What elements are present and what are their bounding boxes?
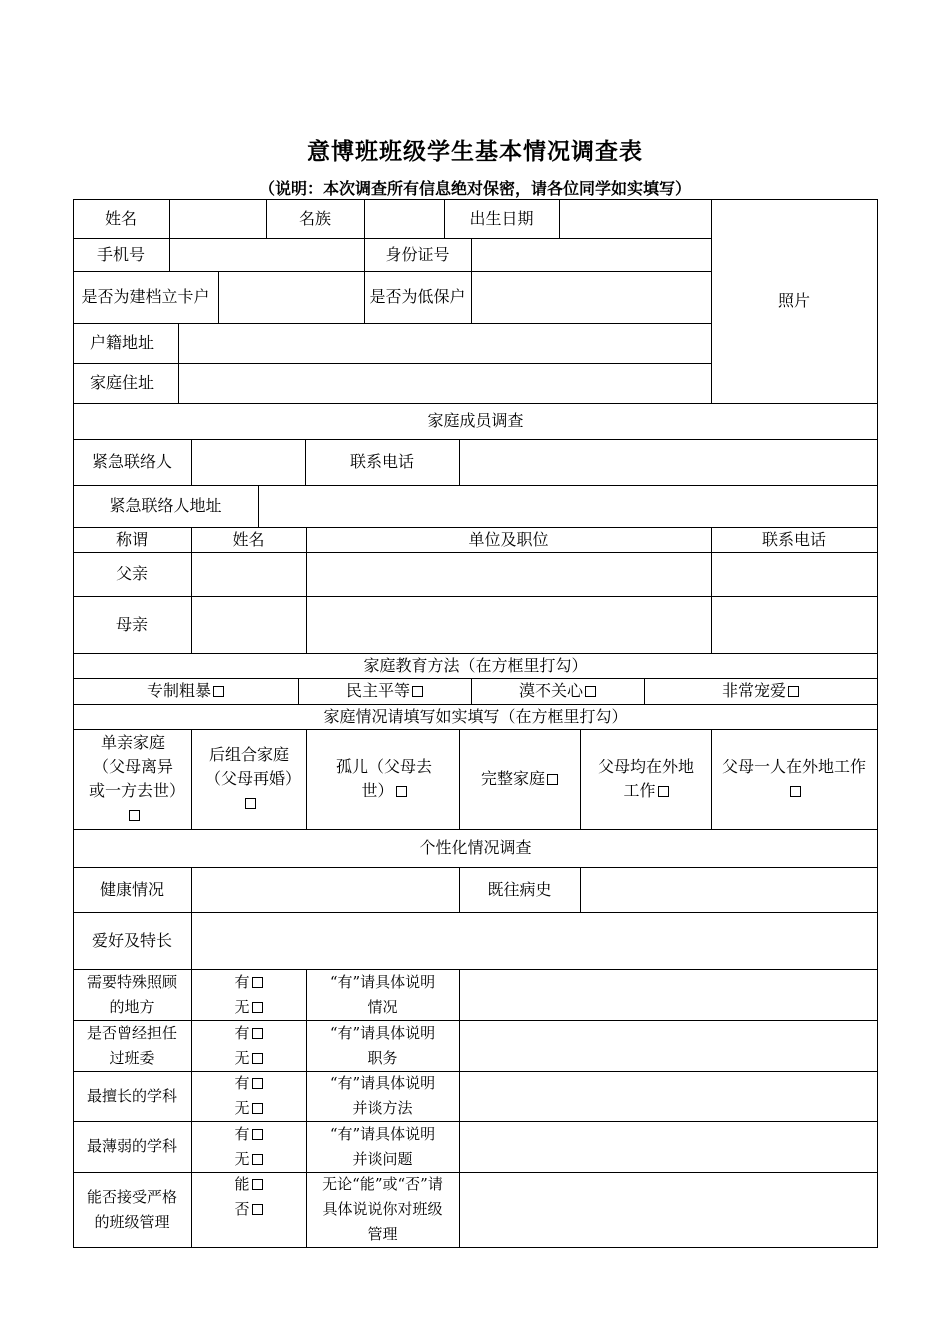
checkbox-icon[interactable]	[252, 1154, 263, 1165]
id-number-field[interactable]	[471, 238, 711, 271]
choice-label: 无	[234, 1099, 250, 1117]
header-phone: 联系电话	[761, 529, 826, 549]
choice-yes[interactable]	[234, 1172, 262, 1197]
best-subject-label	[83, 1071, 181, 1121]
poverty-card-field[interactable]	[218, 271, 364, 323]
choice-label: 否	[234, 1200, 250, 1218]
education-method-title: 家庭教育方法（在方框里打勾）	[363, 655, 588, 675]
medical-history-label: 既往病史	[487, 879, 552, 899]
name-label: 姓名	[104, 208, 137, 228]
checkbox-icon[interactable]	[252, 1179, 263, 1190]
registered-address-field[interactable]	[178, 323, 711, 363]
strict-management-choice[interactable]	[191, 1172, 306, 1222]
medical-history-field[interactable]	[580, 867, 877, 912]
choice-label: 无	[234, 997, 250, 1016]
hobbies-label: 爱好及特长	[91, 930, 172, 950]
row-label: 能否接受严格的班级管理	[86, 1187, 177, 1231]
checkbox-icon[interactable]	[252, 977, 263, 988]
class-committee-label	[83, 1020, 181, 1071]
health-label: 健康情况	[99, 879, 164, 899]
strict-management-note: 无论“能”或“否”请具体说说你对班级管理	[322, 1175, 443, 1243]
father-phone-field[interactable]	[711, 552, 877, 596]
rule	[580, 729, 581, 829]
contact-phone-label: 联系电话	[349, 452, 414, 471]
class-committee-choice[interactable]	[191, 1020, 306, 1071]
row-label: 是否曾经担任过班委	[86, 1023, 177, 1067]
choice-no[interactable]	[234, 1197, 262, 1222]
rule	[191, 729, 192, 829]
option-label: 专制粗暴	[146, 681, 211, 700]
phone-label: 手机号	[96, 244, 145, 264]
weakest-subject-field[interactable]	[459, 1121, 877, 1172]
birth-date-field[interactable]	[559, 199, 711, 238]
checkbox-icon[interactable]	[585, 686, 596, 697]
survey-form	[73, 199, 878, 1248]
father-workplace-field[interactable]	[306, 552, 711, 596]
checkbox-icon[interactable]	[658, 786, 669, 797]
contact-phone-field[interactable]	[459, 439, 877, 485]
checkbox-icon[interactable]	[213, 686, 224, 697]
situation-option-orphan[interactable]	[322, 729, 446, 829]
rule	[711, 729, 712, 829]
row-label: 需要特殊照顾的地方	[86, 972, 177, 1016]
ethnicity-label: 名族	[298, 208, 331, 228]
choice-yes[interactable]	[234, 1071, 262, 1096]
situation-option-single-parent[interactable]	[81, 729, 185, 829]
situation-option-complete[interactable]	[459, 729, 580, 829]
header-name: 姓名	[232, 529, 265, 549]
special-care-note: “有”请具体说明情况	[329, 972, 436, 1016]
border-bottom	[73, 1247, 878, 1248]
checkbox-icon[interactable]	[252, 1129, 263, 1140]
choice-yes[interactable]	[234, 970, 262, 995]
choice-no[interactable]	[234, 1096, 262, 1121]
checkbox-icon[interactable]	[788, 686, 799, 697]
special-care-choice[interactable]	[191, 969, 306, 1020]
option-label: 父母均在外地工作	[597, 757, 694, 800]
registered-address-label: 户籍地址	[90, 333, 155, 352]
birth-date-label: 出生日期	[469, 208, 534, 228]
phone-field[interactable]	[169, 238, 364, 271]
checkbox-icon[interactable]	[252, 1078, 263, 1089]
family-situation-title: 家庭情况请填写如实填写（在方框里打勾）	[323, 706, 628, 726]
option-label: 民主平等	[345, 681, 410, 700]
choice-label: 无	[234, 1149, 250, 1168]
ethnicity-field[interactable]	[364, 199, 444, 238]
weakest-subject-label	[83, 1121, 181, 1172]
weakest-subject-choice[interactable]	[191, 1121, 306, 1172]
option-label: 完整家庭	[480, 769, 545, 788]
special-care-label	[83, 969, 181, 1020]
strict-management-label	[83, 1172, 181, 1247]
emergency-contact-field[interactable]	[191, 439, 305, 485]
family-section-title: 家庭成员调查	[427, 411, 524, 430]
choice-label: 能	[234, 1175, 250, 1193]
best-subject-field[interactable]	[459, 1071, 877, 1121]
choice-label: 无	[234, 1048, 250, 1067]
option-label: 非常宠爱	[721, 681, 786, 700]
health-field[interactable]	[191, 867, 459, 912]
class-committee-note: “有”请具体说明职务	[329, 1023, 436, 1067]
page-subtitle: （说明：本次调查所有信息绝对保密，请各位同学如实填写）	[258, 179, 691, 198]
choice-yes[interactable]	[234, 1021, 262, 1046]
weakest-subject-note: “有”请具体说明并谈问题	[329, 1124, 436, 1168]
education-option-democratic[interactable]	[298, 678, 471, 704]
personal-section-title: 个性化情况调查	[419, 838, 532, 857]
choice-no[interactable]	[234, 1147, 262, 1172]
education-option-indifferent[interactable]	[471, 678, 644, 704]
home-address-field[interactable]	[178, 363, 711, 403]
emergency-address-field[interactable]	[258, 485, 877, 527]
id-number-label: 身份证号	[385, 244, 450, 264]
low-income-label: 是否为低保户	[369, 287, 466, 306]
checkbox-icon[interactable]	[252, 1028, 263, 1039]
class-committee-field[interactable]	[459, 1020, 877, 1071]
choice-no[interactable]	[234, 1046, 262, 1071]
row-label: 最薄弱的学科	[86, 1137, 177, 1155]
mother-workplace-field[interactable]	[306, 596, 711, 653]
checkbox-icon[interactable]	[412, 686, 423, 697]
choice-label: 有	[234, 1074, 250, 1092]
emergency-contact-label: 紧急联络人	[91, 452, 172, 471]
name-field[interactable]	[169, 199, 266, 238]
option-label: 后组合家庭（父母再婚）	[205, 745, 302, 788]
checkbox-icon[interactable]	[252, 1103, 263, 1114]
page-title: 意博班班级学生基本情况调查表	[307, 139, 643, 165]
checkbox-icon[interactable]	[252, 1002, 263, 1013]
rule	[306, 969, 307, 1248]
choice-yes[interactable]	[234, 1122, 262, 1147]
row-label: 最擅长的学科	[86, 1086, 177, 1105]
checkbox-icon[interactable]	[252, 1204, 263, 1215]
checkbox-icon[interactable]	[790, 786, 801, 797]
hobbies-field[interactable]	[191, 912, 877, 969]
best-subject-note: “有”请具体说明并谈方法	[329, 1074, 436, 1117]
option-label: 孤儿（父母去世）	[335, 757, 432, 800]
father-name-field[interactable]	[191, 552, 306, 596]
choice-label: 有	[234, 1124, 250, 1143]
checkbox-icon[interactable]	[396, 786, 407, 797]
mother-name-field[interactable]	[191, 596, 306, 653]
situation-option-both-away[interactable]	[588, 729, 704, 829]
mother-phone-field[interactable]	[711, 596, 877, 653]
checkbox-icon[interactable]	[547, 774, 558, 785]
rule	[306, 729, 307, 829]
checkbox-icon[interactable]	[252, 1053, 263, 1064]
strict-management-field[interactable]	[459, 1172, 877, 1247]
best-subject-choice[interactable]	[191, 1071, 306, 1121]
header-workplace: 单位及职位	[468, 529, 549, 549]
option-label: 漠不关心	[518, 681, 583, 700]
situation-option-remarried[interactable]	[199, 729, 302, 829]
checkbox-icon[interactable]	[245, 798, 256, 809]
choice-label: 有	[234, 1023, 250, 1042]
home-address-label: 家庭住址	[90, 373, 155, 392]
option-label: 父母一人在外地工作	[722, 757, 867, 776]
checkbox-icon[interactable]	[129, 810, 140, 821]
choice-no[interactable]	[234, 995, 262, 1020]
education-option-authoritarian[interactable]	[73, 678, 298, 704]
poverty-card-label: 是否为建档立卡户	[81, 287, 210, 306]
choice-label: 有	[234, 972, 250, 991]
header-relation: 称谓	[115, 529, 148, 549]
option-label: 单亲家庭（父母离异或一方去世）	[89, 733, 186, 800]
photo-box[interactable]: 照片	[777, 291, 810, 310]
emergency-address-label: 紧急联络人地址	[109, 496, 222, 515]
mother-label: 母亲	[115, 614, 148, 634]
situation-option-one-away[interactable]	[718, 729, 870, 829]
low-income-field[interactable]	[471, 271, 711, 323]
father-label: 父亲	[115, 564, 148, 583]
special-care-field[interactable]	[459, 969, 877, 1020]
education-option-doting[interactable]	[644, 678, 877, 704]
